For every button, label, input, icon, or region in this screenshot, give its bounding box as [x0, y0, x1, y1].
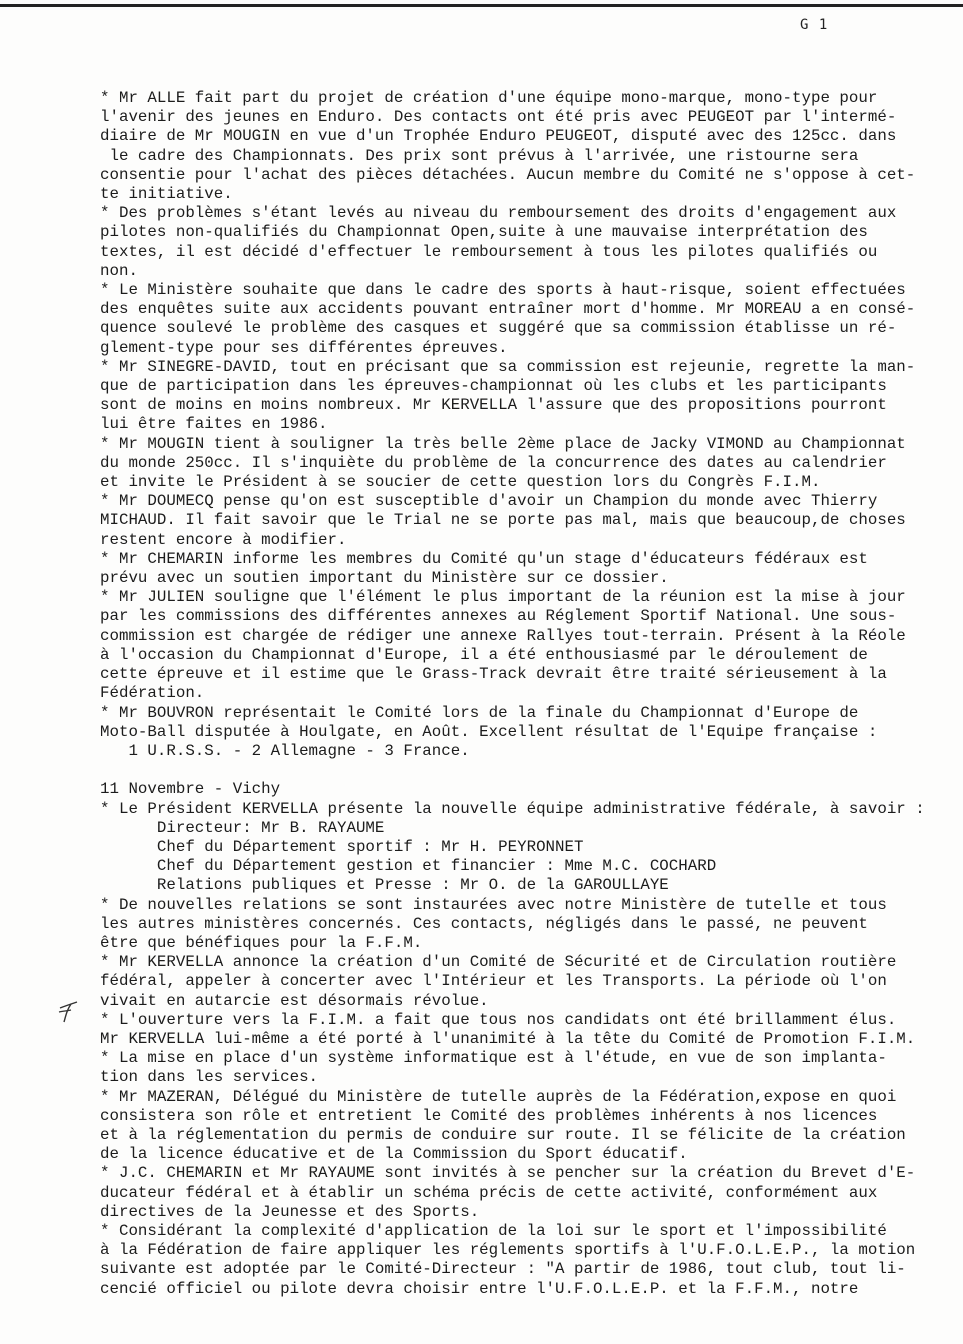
text-line: * Des problèmes s'étant levés au niveau du remboursement des droits d'engagement aux [100, 204, 897, 223]
text-line: * Mr MAZERAN, Délégué du Ministère de tutelle auprès de la Fédération,expose en quoi [100, 1087, 897, 1106]
text-line: * Mr JULIEN souligne que l'élément le plus important de la réunion est la mise à jour [100, 588, 906, 607]
minutes-text [100, 89, 945, 1299]
blank-line [100, 761, 945, 780]
text-line: * Mr CHEMARIN informe les membres du Comité qu'un stage d'éducateurs fédéraux est [100, 549, 868, 568]
text-line: quence soulevé le problème des casques et suggéré que sa commission établisse un ré- [100, 319, 897, 338]
text-line: à l'occasion du Championnat d'Europe, il a été enthousiasmé par le déroulement de [100, 645, 868, 664]
paragraph [100, 89, 945, 204]
text-line: * Le Président KERVELLA présente la nouvelle équipe administrative fédérale, à savoir : [100, 799, 925, 818]
paragraph [100, 1011, 945, 1049]
text-line: les autres ministères concernés. Ces contacts, négligés dans le passé, ne peuvent [100, 914, 868, 933]
text-line: consentie pour l'achat des pièces détachées. Aucun membre du Comité ne s'oppose à cet- [100, 165, 916, 184]
text-line: sont de moins en moins nombreux. Mr KERVELLA l'assure que des propositions pourront [100, 396, 887, 415]
paragraph [100, 1049, 945, 1087]
text-line: 1 U.R.S.S. - 2 Allemagne - 3 France. [100, 741, 470, 760]
text-line: te initiative. [100, 185, 233, 204]
text-line: textes, il est décidé d'effectuer le remboursement à tous les pilotes qualifiés ou [100, 242, 878, 261]
text-line: de la licence éducative et de la Commission du Sport éducatif. [100, 1145, 688, 1164]
text-line: l'avenir des jeunes en Enduro. Des contacts ont été pris avec PEUGEOT par l'intermé- [100, 108, 897, 127]
text-line: * La mise en place d'un système informatique est à l'étude, en vue de son implanta- [100, 1049, 887, 1068]
text-line: consistera son rôle et entretient le Comité des problèmes inhérents à nos licences [100, 1106, 878, 1125]
text-line: Chef du Département gestion et financier : Mme M.C. COCHARD [100, 857, 717, 876]
text-line: commission est chargée de rédiger une annexe Rallyes tout-terrain. Présent à la Réole [100, 626, 906, 645]
paragraph [100, 358, 945, 435]
text-line: Chef du Département sportif : Mr H. PEYRONNET [100, 837, 584, 856]
paragraph [100, 492, 945, 550]
top-rule [0, 4, 963, 7]
text-line: suivante est adoptée par le Comité-Directeur : "A partir de 1986, tout club, tout li- [100, 1260, 906, 1279]
text-line: des enquêtes suite aux accidents pouvant entraîner mort d'homme. Mr MOREAU a en consé- [100, 300, 916, 319]
page-number: G 1 [800, 17, 829, 33]
paragraph [100, 1088, 945, 1165]
text-line: * Considérant la complexité d'application de la loi sur le sport et l'impossibilité [100, 1221, 887, 1240]
text-line: * Mr BOUVRON représentait le Comité lors de la finale du Championnat d'Europe de [100, 703, 859, 722]
text-line: ducateur fédéral et à établir un schéma précis de cette activité, conformément aux [100, 1183, 878, 1202]
paragraph [100, 281, 945, 358]
paragraph [100, 435, 945, 493]
text-line: * Le Ministère souhaite que dans le cadre des sports à haut-risque, soient effectuées [100, 281, 906, 300]
text-line: par les commissions des différentes annexes au Réglement Sportif National. Une sous- [100, 607, 897, 626]
text-line: * Mr SINEGRE-DAVID, tout en précisant que sa commission est rejeunie, regrette la man- [100, 357, 916, 376]
text-line: lui être faites en 1986. [100, 415, 328, 434]
text-line: * Mr DOUMECQ pense qu'on est susceptible d'avoir un Champion du monde avec Thierry [100, 492, 878, 511]
text-line: diaire de Mr MOUGIN en vue d'un Trophée Enduro PEUGEOT, disputé avec des 125cc. dans [100, 127, 897, 146]
paragraph [100, 1222, 945, 1299]
text-line: * Mr KERVELLA annonce la création d'un Comité de Sécurité et de Circulation routière [100, 953, 897, 972]
text-line: * L'ouverture vers la F.I.M. a fait que tous nos candidats ont été brillamment élus. [100, 1010, 897, 1029]
text-line: du monde 250cc. Il s'inquiète du problème de la concurrence des dates au calendrier [100, 453, 887, 472]
text-line: * De nouvelles relations se sont instaurées avec notre Ministère de tutelle et tous [100, 895, 887, 914]
text-line: cette épreuve et il estime que le Grass-Track devrait être traité sérieusement à la [100, 665, 887, 684]
text-line: * Mr ALLE fait part du projet de création d'une équipe mono-marque, mono-type pour [100, 89, 878, 107]
text-line: non. [100, 261, 138, 280]
paragraph [100, 780, 945, 895]
text-line: restent encore à modifier. [100, 530, 347, 549]
paragraph [100, 204, 945, 281]
text-line: * J.C. CHEMARIN et Mr RAYAUME sont invités à se pencher sur la création du Brevet d'E- [100, 1164, 916, 1183]
text-line: MICHAUD. Il fait savoir que le Trial ne se porte pas mal, mais que beaucoup,de choses [100, 511, 906, 530]
text-line: Directeur: Mr B. RAYAUME [100, 818, 385, 837]
text-line: Relations publiques et Presse : Mr O. de la GAROULLAYE [100, 876, 669, 895]
text-line: à la Fédération de faire appliquer les réglements sportifs à l'U.F.O.L.E.P., la motion [100, 1241, 916, 1260]
paragraph [100, 1164, 945, 1222]
text-line: prévu avec un soutien important du Ministère sur ce dossier. [100, 569, 669, 588]
text-line: Moto-Ball disputée à Houlgate, en Août. Excellent résultat de l'Equipe française : [100, 722, 878, 741]
text-line: 11 Novembre - Vichy [100, 780, 281, 799]
text-line: glement-type pour ses différentes épreuves. [100, 338, 508, 357]
paragraph [100, 550, 945, 588]
text-line: vivait en autarcie est désormais révolue. [100, 991, 489, 1010]
text-line: pilotes non-qualifiés du Championnat Open,suite à une mauvaise interprétation des [100, 223, 868, 242]
text-line: fédéral, appeler à concerter avec l'Intérieur et les Transports. La période où l'on [100, 972, 887, 991]
paragraph [100, 588, 945, 703]
text-line: cencié officiel ou pilote devra choisir entre l'U.F.O.L.E.P. et la F.F.M., notre [100, 1279, 859, 1298]
text-line: Fédération. [100, 684, 205, 703]
text-line: le cadre des Championnats. Des prix sont prévus à l'arrivée, une ristourne sera [100, 146, 859, 165]
paragraph [100, 704, 945, 762]
text-line: que de participation dans les épreuves-championnat où les clubs et les participants [100, 377, 887, 396]
text-line: et invite le Président à se soucier de cette question lors du Congrès F.I.M. [100, 473, 821, 492]
text-line: tion dans les services. [100, 1068, 319, 1087]
text-line: Mr KERVELLA lui-même a été porté à l'unanimité à la tête du Comité de Promotion F.I.M. [100, 1029, 916, 1048]
text-line: être que bénéfiques pour la F.F.M. [100, 933, 423, 952]
text-line: * Mr MOUGIN tient à souligner la très belle 2ème place de Jacky VIMOND au Championnat [100, 434, 906, 453]
handwritten-mark-icon [57, 1000, 79, 1024]
paragraph [100, 896, 945, 954]
paragraph [100, 953, 945, 1011]
text-line: et à la réglementation du permis de conduire sur route. Il se félicite de la création [100, 1125, 906, 1144]
text-line: directives de la Jeunesse et des Sports. [100, 1202, 480, 1221]
